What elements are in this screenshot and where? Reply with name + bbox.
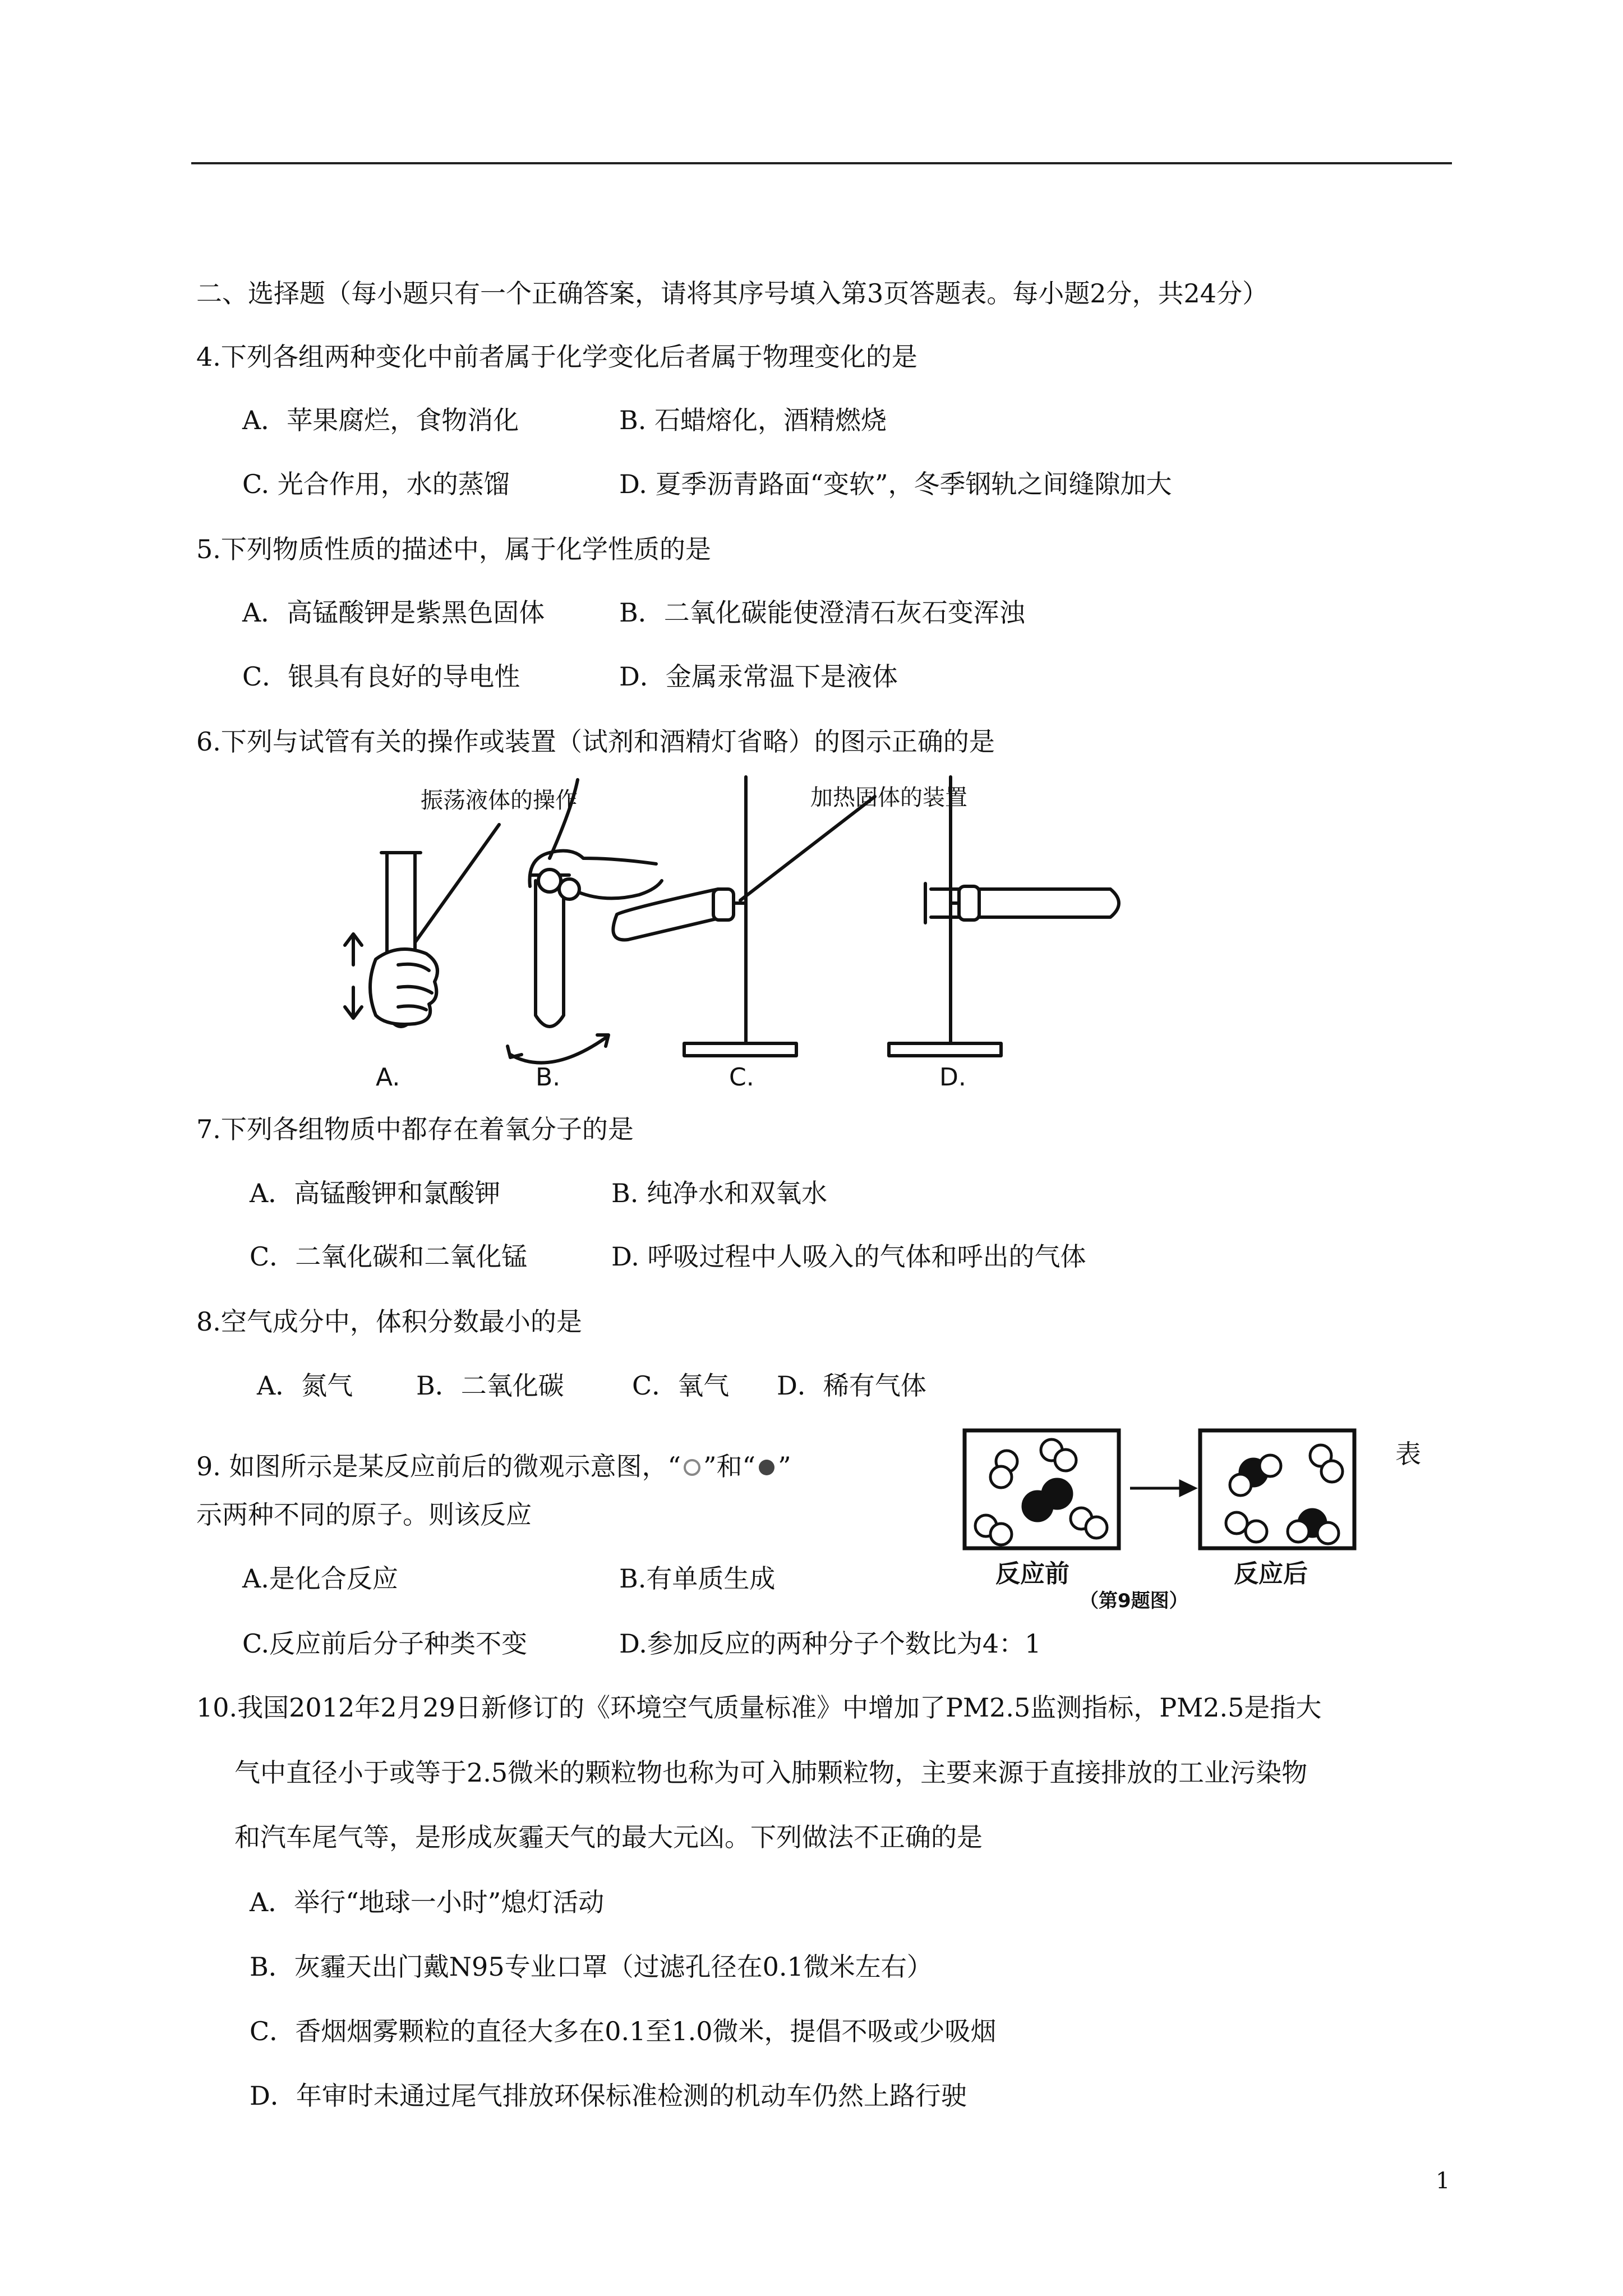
q10-option-a: A．举行“地球一小时”熄灯活动	[250, 1887, 605, 1917]
q8-option-b: B．二氧化碳	[416, 1370, 564, 1401]
q8-option-a: A．氮气	[257, 1370, 353, 1401]
fig-option-b: B.	[536, 1063, 561, 1092]
q9-figure	[953, 1422, 1368, 1613]
q9-stem-part1: 9. 如图所示是某反应前后的微观示意图，“	[196, 1451, 681, 1481]
q4-option-b: B. 石蜡熔化，酒精燃烧	[619, 405, 887, 435]
q5-stem: 5.下列物质性质的描述中，属于化学性质的是	[196, 534, 711, 564]
q9-label-after: 反应后	[1234, 1559, 1308, 1588]
q7-option-a: A．高锰酸钾和氯酸钾	[250, 1178, 501, 1208]
q4-option-d: D. 夏季沥青路面“变软”，冬季钢轨之间缝隙加大	[619, 469, 1172, 499]
q7-stem: 7.下列各组物质中都存在着氧分子的是	[196, 1114, 634, 1144]
q9-caption: （第9题图）	[1080, 1590, 1188, 1612]
q8-option-d: D．稀有气体	[777, 1370, 926, 1401]
fig-label-shake: 振荡液体的操作	[421, 788, 578, 813]
open-atom-icon	[681, 1456, 703, 1479]
section-header: 二、选择题（每小题只有一个正确答案，请将其序号填入第3页答题表。每小题2分，共24分）	[196, 278, 1269, 309]
q5-option-a: A．高锰酸钾是紫黑色固体	[242, 597, 545, 628]
fig-a-tube-in-hand	[345, 825, 499, 1027]
page-number: 1	[1436, 2168, 1450, 2194]
fig-label-heat: 加热固体的装置	[810, 785, 967, 811]
q10-option-b: B．灰霾天出门戴N95专业口罩（过滤孔径在0.1微米左右）	[250, 1952, 933, 1982]
q6-figure	[314, 774, 1133, 1099]
q10-stem-line3: 和汽车尾气等，是形成灰霾天气的最大元凶。下列做法不正确的是	[234, 1822, 983, 1852]
q9-option-c: C.反应前后分子种类不变	[242, 1628, 528, 1659]
q7-option-b: B. 纯净水和双氧水	[611, 1178, 828, 1208]
q5-option-c: C．银具有良好的导电性	[242, 661, 520, 692]
q5-option-d: D．金属汞常温下是液体	[619, 661, 898, 692]
fig-d-iron-stand	[889, 777, 1119, 1056]
fig-option-a: A.	[376, 1063, 400, 1092]
q10-option-d: D．年审时未通过尾气排放环保标准检测的机动车仍然上路行驶	[250, 2081, 967, 2111]
filled-atom-icon	[755, 1456, 778, 1479]
q9-stem-line1	[196, 1450, 791, 1483]
fig-option-c: C.	[729, 1063, 754, 1092]
q9-stem-part3: ”	[778, 1451, 791, 1481]
q4-option-c: C. 光合作用，水的蒸馏	[242, 469, 510, 499]
q9-label-before: 反应前	[995, 1559, 1069, 1588]
q4-stem: 4.下列各组两种变化中前者属于化学变化后者属于物理变化的是	[196, 342, 917, 372]
fig-c-iron-stand	[613, 777, 875, 1056]
q8-option-c: C．氧气	[632, 1370, 730, 1401]
q5-option-b: B．二氧化碳能使澄清石灰石变浑浊	[619, 597, 1025, 628]
q6-stem: 6.下列与试管有关的操作或装置（试剂和酒精灯省略）的图示正确的是	[196, 726, 995, 757]
q8-stem: 8.空气成分中，体积分数最小的是	[196, 1306, 582, 1337]
fig-option-d: D.	[939, 1063, 966, 1092]
q10-option-c: C．香烟烟雾颗粒的直径大多在0.1至1.0微米，提倡不吸或少吸烟	[250, 2016, 997, 2046]
q4-option-a: A．苹果腐烂，食物消化	[242, 405, 519, 435]
q9-stem-line2: 示两种不同的原子。则该反应	[196, 1499, 532, 1530]
q10-stem-line2: 气中直径小于或等于2.5微米的颗粒物也称为可入肺颗粒物，主要来源于直接排放的工业污染物	[234, 1757, 1308, 1788]
header-rule	[191, 162, 1452, 164]
q9-option-d: D.参加反应的两种分子个数比为4：1	[619, 1628, 1041, 1659]
q9-option-a: A.是化合反应	[242, 1563, 398, 1594]
q7-option-d: D. 呼吸过程中人吸入的气体和呼出的气体	[611, 1241, 1086, 1272]
q9-option-b: B.有单质生成	[619, 1563, 776, 1594]
q10-stem-line1: 10.我国2012年2月29日新修订的《环境空气质量标准》中增加了PM2.5监测指标，PM2.5是指大	[196, 1692, 1322, 1723]
q7-option-c: C．二氧化碳和二氧化锰	[250, 1241, 528, 1272]
q9-stem-end: 表	[1395, 1439, 1421, 1469]
q9-stem-part2: ”和“	[703, 1451, 756, 1481]
